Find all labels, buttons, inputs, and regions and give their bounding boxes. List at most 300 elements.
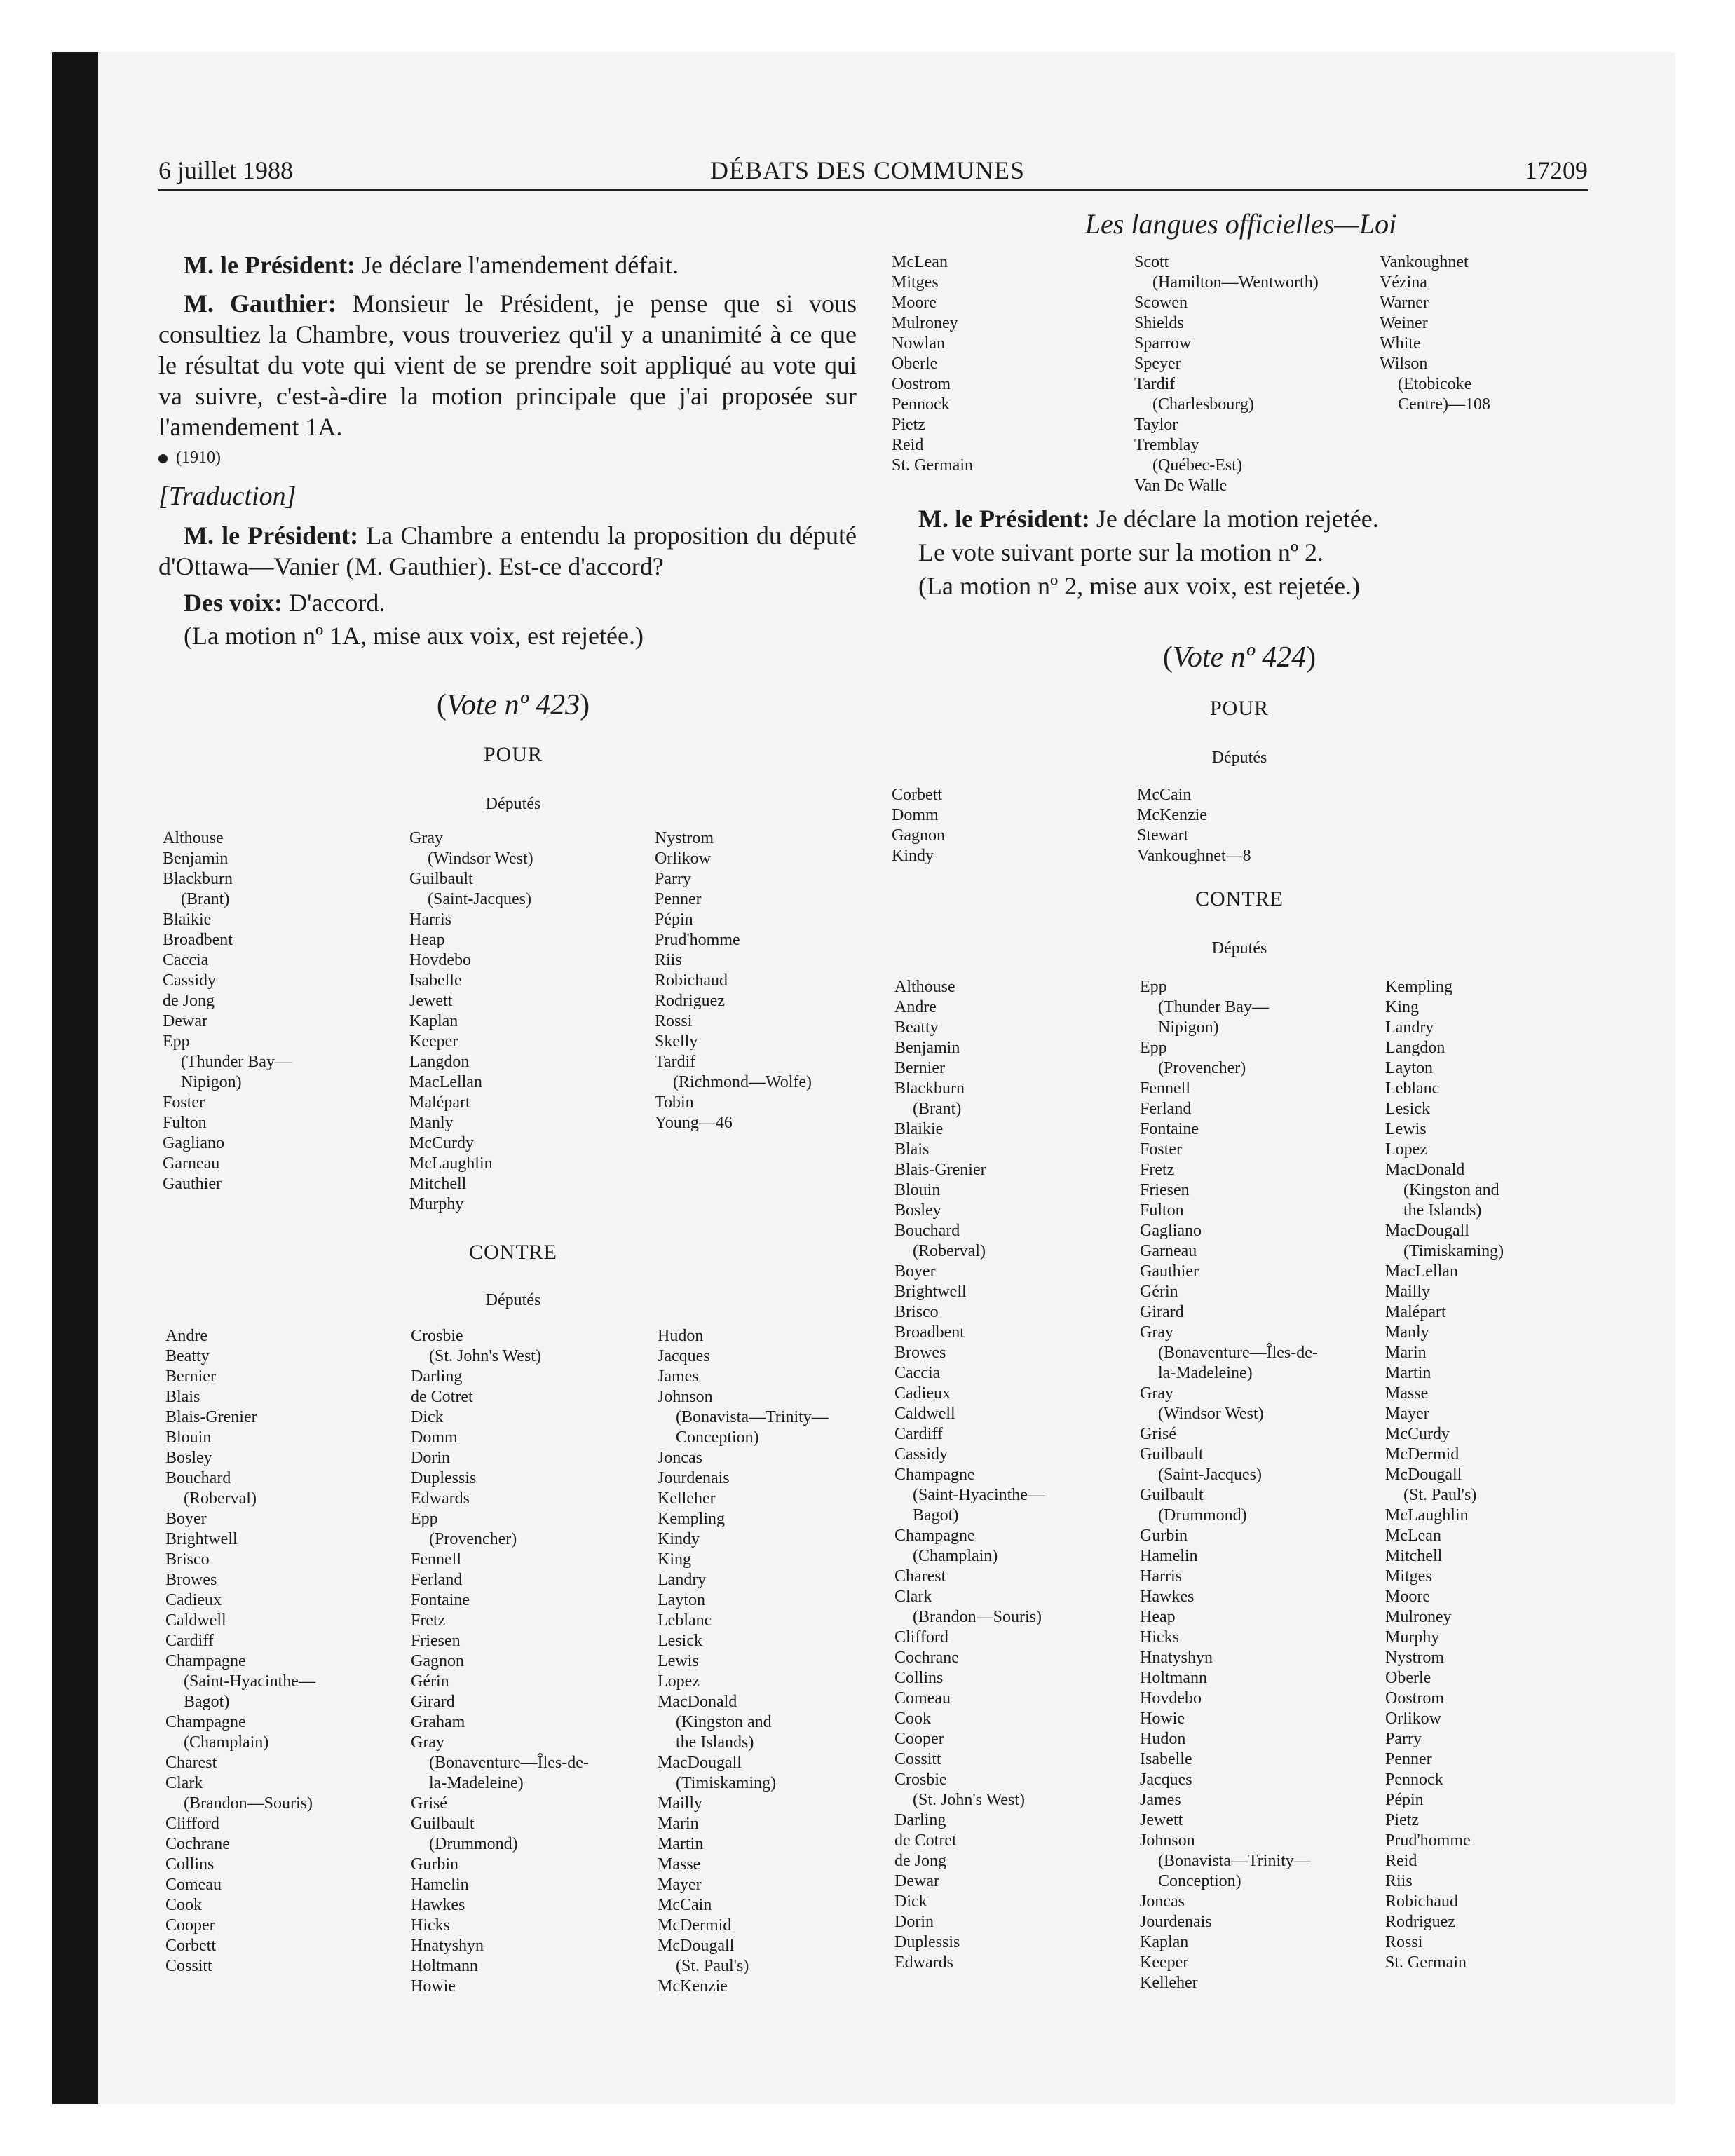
member-name: (Saint-Hyacinthe— <box>184 1672 315 1691</box>
member-name: Nipigon) <box>181 1073 242 1091</box>
member-name: Nipigon) <box>1158 1018 1219 1037</box>
member-name: McLaughlin <box>409 1154 493 1173</box>
member-name: (Champlain) <box>913 1547 998 1565</box>
vote-424-pour-col-2 <box>1137 785 1251 866</box>
member-name: Fretz <box>1140 1161 1175 1179</box>
traduction-note: [Traduction] <box>158 482 297 511</box>
speech: Je déclare l'amendement défait. <box>355 251 679 279</box>
member-name: Cossitt <box>894 1750 941 1768</box>
member-name: Jewett <box>1140 1811 1183 1829</box>
member-name: McCain <box>1137 786 1192 804</box>
speaker: M. le Président: <box>184 251 355 279</box>
member-name: Heap <box>1140 1608 1176 1626</box>
member-name: Prud'homme <box>1385 1831 1471 1850</box>
member-name: Heap <box>409 931 445 949</box>
member-name: de Jong <box>163 992 215 1010</box>
member-name: Young—46 <box>655 1114 733 1132</box>
member-name: de Cotret <box>411 1388 473 1406</box>
member-name: Benjamin <box>894 1039 960 1057</box>
member-name: Lopez <box>1385 1140 1427 1159</box>
member-name: Guilbault <box>411 1815 475 1833</box>
member-name: (Thunder Bay— <box>181 1053 292 1071</box>
member-name: Blackburn <box>894 1079 965 1098</box>
member-name: McLean <box>1385 1527 1441 1545</box>
member-name: Dewar <box>894 1872 939 1890</box>
member-name: Cadieux <box>165 1591 222 1609</box>
member-name: Hicks <box>1140 1628 1179 1646</box>
member-name: Reid <box>1385 1852 1417 1870</box>
member-name: Harris <box>1140 1567 1182 1585</box>
member-name: (Provencher) <box>1158 1059 1246 1077</box>
member-name: (Windsor West) <box>1158 1405 1264 1423</box>
member-name: Mitges <box>1385 1567 1432 1585</box>
member-name: Howie <box>1140 1710 1185 1728</box>
bullet-icon <box>158 454 168 463</box>
time-marker: (1910) <box>158 449 221 468</box>
member-name: Kelleher <box>1140 1974 1198 1992</box>
member-name: Harris <box>409 910 451 929</box>
member-name: Dick <box>894 1892 927 1911</box>
member-name: Benjamin <box>163 850 229 868</box>
member-name: Howie <box>411 1977 456 1995</box>
paragraph-president-3 <box>918 503 1584 534</box>
member-name: Hawkes <box>411 1896 465 1914</box>
vote-424-pour-deputes: Députés <box>1211 749 1267 767</box>
member-name: (Drummond) <box>1158 1506 1247 1524</box>
member-name: the Islands) <box>676 1733 754 1752</box>
member-name: Beatty <box>165 1347 210 1365</box>
member-name: Hawkes <box>1140 1588 1195 1606</box>
member-name: Clark <box>894 1588 932 1606</box>
member-name: Domm <box>411 1428 458 1447</box>
member-name: Riis <box>655 951 682 969</box>
member-name: Duplessis <box>894 1933 960 1951</box>
member-name: Cooper <box>894 1730 944 1748</box>
member-name: Gauthier <box>1140 1262 1199 1281</box>
vote-423-pour-label: POUR <box>483 743 543 766</box>
member-name: Layton <box>658 1591 705 1609</box>
member-name: Corbett <box>892 786 942 804</box>
member-name: Caccia <box>894 1364 941 1382</box>
member-name: Bouchard <box>894 1222 960 1240</box>
member-name: Guilbault <box>1140 1445 1204 1464</box>
member-name: Stewart <box>1137 826 1189 845</box>
member-name: (Bonavista—Trinity— <box>676 1408 829 1426</box>
vote-424-title: (Vote nº 424) <box>1162 641 1316 674</box>
member-name: Cook <box>165 1896 203 1914</box>
member-name: Prud'homme <box>655 931 740 949</box>
member-name: Riis <box>1385 1872 1413 1890</box>
member-name: Guilbault <box>409 870 473 888</box>
member-name: Orlikow <box>1385 1710 1441 1728</box>
member-name: Lewis <box>1385 1120 1427 1138</box>
member-name: Mayer <box>658 1876 702 1894</box>
paragraph-gauthier <box>158 288 857 442</box>
vote-423-contre-col-3 <box>658 1326 829 1997</box>
member-name: McDougall <box>658 1937 735 1955</box>
member-name: Jourdenais <box>1140 1913 1212 1931</box>
member-name: Dick <box>411 1408 444 1426</box>
member-name: Wilson <box>1380 355 1428 373</box>
member-name: Tardif <box>1134 375 1176 393</box>
member-name: Pennock <box>1385 1770 1443 1789</box>
member-name: Landry <box>1385 1018 1434 1037</box>
member-name: Mulroney <box>1385 1608 1452 1626</box>
member-name: Manly <box>409 1114 454 1132</box>
member-name: Skelly <box>655 1032 698 1051</box>
member-name: Blais <box>165 1388 200 1406</box>
member-name: (Thunder Bay— <box>1158 998 1269 1016</box>
member-name: (Windsor West) <box>428 850 533 868</box>
member-name: Collins <box>165 1855 215 1874</box>
member-name: Epp <box>411 1510 438 1528</box>
member-name: Kaplan <box>1140 1933 1189 1951</box>
member-name: Fennell <box>1140 1079 1190 1098</box>
paragraph-president-2 <box>158 520 857 582</box>
member-name: Robichaud <box>1385 1892 1458 1911</box>
header-page-number: 17209 <box>1525 156 1588 184</box>
member-name: Ferland <box>1140 1100 1192 1118</box>
member-name: Foster <box>163 1093 205 1112</box>
member-name: Fulton <box>1140 1201 1184 1220</box>
member-name: Pietz <box>1385 1811 1419 1829</box>
member-name: Andre <box>165 1327 207 1345</box>
member-name: Collins <box>894 1669 944 1687</box>
member-name: Fretz <box>411 1611 446 1630</box>
member-name: Mayer <box>1385 1405 1429 1423</box>
member-name: (Etobicoke <box>1398 375 1472 393</box>
member-name: (St. John's West) <box>913 1791 1025 1809</box>
member-name: Nowlan <box>892 334 945 353</box>
section-title: Les langues officielles—Loi <box>1084 208 1397 240</box>
member-name: (St. Paul's) <box>676 1957 749 1975</box>
member-name: de Cotret <box>894 1831 957 1850</box>
member-name: Murphy <box>409 1195 464 1213</box>
header-date: 6 juillet 1988 <box>158 156 293 184</box>
member-name: Foster <box>1140 1140 1182 1159</box>
member-name: Guilbault <box>1140 1486 1204 1504</box>
member-name: Manly <box>1385 1323 1429 1342</box>
member-name: (Brandon—Souris) <box>913 1608 1042 1626</box>
member-name: (Timiskaming) <box>1403 1242 1504 1260</box>
member-name: McCurdy <box>1385 1425 1450 1443</box>
member-name: Andre <box>894 998 937 1016</box>
member-name: MacLellan <box>1385 1262 1458 1281</box>
speech: Monsieur le Président, je pense que si vous consultiez la Chambre, vous trouveriez qu'il y a unanimité à ce que le résultat du vote qui vient de se prendre soit appliqué au vote qui va suivre, c'est-à-dire la motion principale que j'ai proposée sur l'amendement 1A. <box>158 289 857 441</box>
member-name: Champagne <box>894 1466 975 1484</box>
vote-424-contre-deputes: Députés <box>1211 939 1267 957</box>
member-name: Leblanc <box>658 1611 712 1630</box>
member-name: Hamelin <box>411 1876 469 1894</box>
member-name: Cooper <box>165 1916 215 1935</box>
speaker: M. Gauthier: <box>184 289 336 318</box>
member-name: Grisé <box>411 1794 447 1813</box>
member-name: Pépin <box>655 910 693 929</box>
member-name: Cook <box>894 1710 932 1728</box>
member-name: Pietz <box>892 416 925 434</box>
member-name: Oberle <box>892 355 938 373</box>
member-name: Penner <box>655 890 702 908</box>
member-name: Murphy <box>1385 1628 1440 1646</box>
member-name: Blais-Grenier <box>894 1161 986 1179</box>
member-name: Epp <box>1140 1039 1167 1057</box>
member-name: (Kingston and <box>1403 1181 1499 1199</box>
member-name: (Provencher) <box>429 1530 517 1548</box>
member-name: Blais-Grenier <box>165 1408 257 1426</box>
member-name: Cochrane <box>894 1649 959 1667</box>
member-name: Duplessis <box>411 1469 477 1487</box>
member-name: (Saint-Jacques) <box>1158 1466 1262 1484</box>
member-name: Gray <box>411 1733 444 1752</box>
member-name: Isabelle <box>409 971 462 990</box>
vote-423-pour-col-1 <box>163 828 292 1194</box>
member-name: Kelleher <box>658 1489 716 1508</box>
member-name: Brisco <box>165 1550 210 1569</box>
member-name: Oostrom <box>892 375 951 393</box>
member-name: (Kingston and <box>676 1713 772 1731</box>
member-name: Broadbent <box>163 931 233 949</box>
paragraph-president-1 <box>184 250 857 280</box>
member-name: Brightwell <box>165 1530 238 1548</box>
member-name: Charest <box>165 1754 217 1772</box>
member-name: Johnson <box>1140 1831 1195 1850</box>
member-name: Gagnon <box>892 826 945 845</box>
member-name: Dorin <box>411 1449 450 1467</box>
member-name: Van De Walle <box>1134 477 1227 495</box>
member-name: Jewett <box>409 992 453 1010</box>
member-name: Marin <box>1385 1344 1427 1362</box>
vote-423-contre-cont-col-3 <box>1380 252 1490 415</box>
member-name: Champagne <box>165 1713 246 1731</box>
member-name: Fennell <box>411 1550 461 1569</box>
member-name: Marin <box>658 1815 699 1833</box>
member-name: Martin <box>658 1835 704 1853</box>
member-name: Bosley <box>894 1201 941 1220</box>
member-name: Landry <box>658 1571 707 1589</box>
member-name: St. Germain <box>1385 1953 1467 1972</box>
member-name: Cassidy <box>163 971 217 990</box>
member-name: McCurdy <box>409 1134 474 1152</box>
member-name: Malépart <box>409 1093 470 1112</box>
member-name: MacDougall <box>1385 1222 1469 1240</box>
member-name: Nystrom <box>1385 1649 1444 1667</box>
member-name: Epp <box>1140 978 1167 996</box>
member-name: Fontaine <box>1140 1120 1199 1138</box>
member-name: Pépin <box>1385 1791 1424 1809</box>
member-name: Tardif <box>655 1053 696 1071</box>
member-name: Nystrom <box>655 829 714 847</box>
member-name: James <box>658 1367 699 1386</box>
member-name: Moore <box>892 294 937 312</box>
member-name: Edwards <box>411 1489 470 1508</box>
member-name: Boyer <box>894 1262 936 1281</box>
member-name: Darling <box>411 1367 463 1386</box>
vote-423-contre-cont-col-2 <box>1134 252 1319 496</box>
member-name: Hnatyshyn <box>411 1937 484 1955</box>
member-name: Domm <box>892 806 939 824</box>
member-name: Jourdenais <box>658 1469 730 1487</box>
member-name: Masse <box>1385 1384 1429 1403</box>
member-name: Ferland <box>411 1571 463 1589</box>
member-name: Conception) <box>1158 1872 1241 1890</box>
binding-edge <box>52 52 98 2104</box>
member-name: Holtmann <box>411 1957 478 1975</box>
member-name: Corbett <box>165 1937 216 1955</box>
member-name: Cardiff <box>894 1425 943 1443</box>
member-name: (Bonaventure—Îles-de- <box>1158 1344 1318 1362</box>
member-name: Langdon <box>409 1053 470 1071</box>
member-name: (Champlain) <box>184 1733 269 1752</box>
member-name: Mailly <box>658 1794 702 1813</box>
member-name: Girard <box>411 1693 455 1711</box>
member-name: (Drummond) <box>429 1835 518 1853</box>
member-name: Bouchard <box>165 1469 231 1487</box>
member-name: (Timiskaming) <box>676 1774 777 1792</box>
member-name: Vankoughnet <box>1380 253 1469 271</box>
member-name: St. Germain <box>892 456 973 475</box>
speaker: M. le Président: <box>184 521 359 550</box>
member-name: (Québec-Est) <box>1152 456 1242 475</box>
member-name: Joncas <box>1140 1892 1185 1911</box>
member-name: Lopez <box>658 1672 700 1691</box>
member-name: Pennock <box>892 395 950 414</box>
member-name: King <box>1385 998 1419 1016</box>
member-name: Speyer <box>1134 355 1181 373</box>
member-name: Holtmann <box>1140 1669 1207 1687</box>
member-name: Grisé <box>1140 1425 1176 1443</box>
member-name: Joncas <box>658 1449 702 1467</box>
member-name: James <box>1140 1791 1181 1809</box>
member-name: Lesick <box>658 1632 702 1650</box>
member-name: Gray <box>409 829 443 847</box>
member-name: Rodriguez <box>1385 1913 1455 1931</box>
vote-423-contre-col-1 <box>165 1326 315 1977</box>
member-name: Shields <box>1134 314 1184 332</box>
speech: La Chambre a entendu la proposition du député d'Ottawa—Vanier (M. Gauthier). Est-ce d'accord? <box>158 521 857 580</box>
member-name: Comeau <box>165 1876 222 1894</box>
member-name: Cassidy <box>894 1445 948 1464</box>
member-name: Jacques <box>658 1347 710 1365</box>
speaker: Des voix: <box>184 589 283 617</box>
member-name: MacDonald <box>658 1693 737 1711</box>
member-name: Hudon <box>658 1327 704 1345</box>
member-name: Rodriguez <box>655 992 725 1010</box>
member-name: Brightwell <box>894 1283 967 1301</box>
member-name: Masse <box>658 1855 701 1874</box>
member-name: Crosbie <box>894 1770 947 1789</box>
vote-423-pour-deputes: Députés <box>485 795 541 813</box>
member-name: (St. John's West) <box>429 1347 541 1365</box>
member-name: Leblanc <box>1385 1079 1440 1098</box>
member-name: Epp <box>163 1032 190 1051</box>
member-name: Cossitt <box>165 1957 212 1975</box>
member-name: (Roberval) <box>184 1489 257 1508</box>
member-name: (Richmond—Wolfe) <box>673 1073 812 1091</box>
member-name: Martin <box>1385 1364 1431 1382</box>
member-name: Garneau <box>163 1154 220 1173</box>
member-name: (Brant) <box>913 1100 962 1118</box>
member-name: (Hamilton—Wentworth) <box>1152 273 1319 292</box>
member-name: Charest <box>894 1567 946 1585</box>
member-name: Champagne <box>165 1652 246 1670</box>
member-name: Mitges <box>892 273 939 292</box>
member-name: (Bonaventure—Îles-de- <box>429 1754 589 1772</box>
member-name: Reid <box>892 436 924 454</box>
paragraph-motion-2: (La motion nº 2, mise aux voix, est rejetée.) <box>918 572 1360 600</box>
header-rule <box>158 189 1588 191</box>
vote-424-contre-col-1 <box>894 977 1045 1973</box>
vote-424-contre-label: CONTRE <box>1195 887 1284 910</box>
member-name: Bosley <box>165 1449 212 1467</box>
member-name: Lesick <box>1385 1100 1430 1118</box>
member-name: Oberle <box>1385 1669 1431 1687</box>
member-name: Fulton <box>163 1114 207 1132</box>
member-name: Vézina <box>1380 273 1427 292</box>
member-name: Johnson <box>658 1388 713 1406</box>
member-name: Parry <box>655 870 691 888</box>
member-name: Bernier <box>165 1367 216 1386</box>
member-name: Hudon <box>1140 1730 1186 1748</box>
member-name: MacDougall <box>658 1754 742 1772</box>
member-name: MacLellan <box>409 1073 482 1091</box>
member-name: Moore <box>1385 1588 1430 1606</box>
member-name: McDermid <box>1385 1445 1460 1464</box>
member-name: Blaikie <box>163 910 212 929</box>
member-name: Crosbie <box>411 1327 463 1345</box>
member-name: McDermid <box>658 1916 732 1935</box>
member-name: Gauthier <box>163 1175 222 1193</box>
member-name: Keeper <box>1140 1953 1189 1972</box>
paragraph-motion-1a: (La motion nº 1A, mise aux voix, est rejetée.) <box>184 622 644 650</box>
member-name: Gagnon <box>411 1652 464 1670</box>
member-name: Mailly <box>1385 1283 1430 1301</box>
member-name: Boyer <box>165 1510 207 1528</box>
member-name: (Roberval) <box>913 1242 986 1260</box>
member-name: (St. Paul's) <box>1403 1486 1477 1504</box>
member-name: Kindy <box>658 1530 700 1548</box>
member-name: MacDonald <box>1385 1161 1465 1179</box>
member-name: Robichaud <box>655 971 728 990</box>
member-name: Weiner <box>1380 314 1428 332</box>
member-name: Althouse <box>163 829 224 847</box>
member-name: Gagliano <box>163 1134 224 1152</box>
vote-423-contre-col-2 <box>411 1326 589 1997</box>
paragraph-vote-suivant: Le vote suivant porte sur la motion nº 2. <box>918 538 1324 566</box>
paragraph-des-voix <box>184 587 857 618</box>
member-name: Warner <box>1380 294 1429 312</box>
member-name: Blouin <box>894 1181 941 1199</box>
member-name: (Charlesbourg) <box>1152 395 1254 414</box>
vote-424-pour-label: POUR <box>1209 697 1270 720</box>
member-name: Girard <box>1140 1303 1184 1321</box>
member-name: Scowen <box>1134 294 1188 312</box>
member-name: (Brant) <box>181 890 230 908</box>
member-name: McLean <box>892 253 948 271</box>
member-name: Layton <box>1385 1059 1433 1077</box>
vote-424-pour-col-1 <box>892 785 945 866</box>
member-name: Kindy <box>892 847 934 865</box>
member-name: Tobin <box>655 1093 694 1112</box>
member-name: Kaplan <box>409 1012 458 1030</box>
member-name: Hovdebo <box>409 951 471 969</box>
member-name: Cadieux <box>894 1384 951 1403</box>
member-name: Garneau <box>1140 1242 1197 1260</box>
member-name: Clark <box>165 1774 203 1792</box>
member-name: Mitchell <box>409 1175 467 1193</box>
member-name: Clifford <box>894 1628 948 1646</box>
member-name: Hnatyshyn <box>1140 1649 1213 1667</box>
member-name: la-Madeleine) <box>1158 1364 1253 1382</box>
